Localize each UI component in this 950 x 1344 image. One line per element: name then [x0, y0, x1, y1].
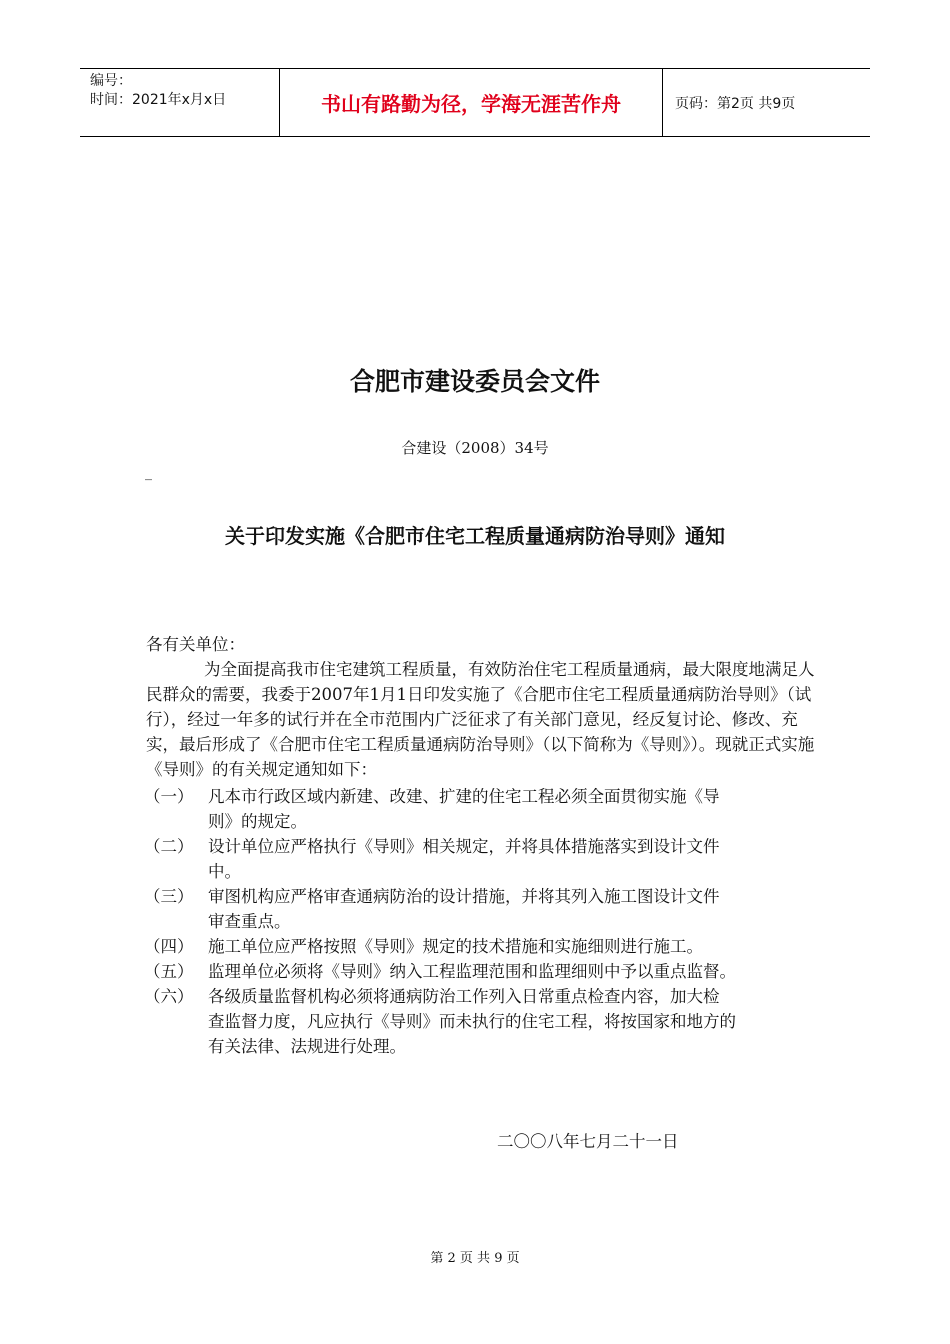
page-footer: 第 2 页 共 9 页 [430, 1251, 520, 1266]
item-line: 施工单位应严格按照《导则》规定的技术措施和实施细则进行施工。 [208, 937, 703, 956]
dash-mark: _ [145, 465, 152, 481]
item-number: （五） [144, 962, 194, 981]
item-list [144, 784, 826, 1059]
document-number: 合建设（2008）34号 [401, 439, 549, 457]
list-item [144, 834, 826, 884]
document-title: 合肥市建设委员会文件 [349, 367, 600, 396]
item-number: （三） [144, 887, 194, 906]
item-line: 凡本市行政区域内新建、改建、扩建的住宅工程必须全面贯彻实施《导 [208, 787, 720, 806]
header-page-info: 页码：第2页 共9页 [675, 95, 796, 112]
time-label: 时间：2021年x月x日 [90, 92, 227, 108]
header-table [80, 68, 870, 137]
notice-title: 关于印发实施《合肥市住宅工程质量通病防治导则》通知 [225, 524, 725, 548]
item-number: （一） [144, 787, 194, 806]
document-body [146, 632, 826, 1059]
salutation: 各有关单位： [146, 635, 245, 654]
item-line: 则》的规定。 [208, 812, 307, 831]
item-line: 审查重点。 [208, 912, 291, 931]
item-line: 各级质量监督机构必须将通病防治工作列入日常重点检查内容，加大检 [208, 987, 720, 1006]
main-paragraph: 为全面提高我市住宅建筑工程质量，有效防治住宅工程质量通病，最大限度地满足人民群众的需要，我委于2007年1月1日印发实施了《合肥市住宅工程质量通病防治导则》（试行），经过一年多的试行并在全市范围内广泛征求了有关部门意见，经反复讨论、修改、充实，最后形成了《合肥市住宅工程质量通病防治导则》（以下简称为《导则》）。现就正式实施《导则》的有关规定通知如下： [146, 660, 815, 779]
item-number: （二） [144, 837, 194, 856]
item-line: 审图机构应严格审查通病防治的设计措施，并将其列入施工图设计文件 [208, 887, 720, 906]
item-line: 有关法律、法规进行处理。 [208, 1037, 406, 1056]
list-item [144, 959, 826, 984]
list-item [144, 984, 826, 1059]
item-line: 中。 [208, 862, 241, 881]
item-line: 设计单位应严格执行《导则》相关规定，并将具体措施落实到设计文件 [208, 837, 720, 856]
header-meta [80, 69, 280, 136]
list-item [144, 784, 826, 834]
document-date: 二〇〇八年七月二十一日 [497, 1132, 679, 1151]
list-item [144, 884, 826, 934]
item-line: 监理单位必须将《导则》纳入工程监理范围和监理细则中予以重点监督。 [208, 962, 736, 981]
header-motto: 书山有路勤为径，学海无涯苦作舟 [280, 69, 663, 136]
item-number: （四） [144, 937, 194, 956]
item-line: 查监督力度，凡应执行《导则》而未执行的住宅工程，将按国家和地方的 [208, 1012, 736, 1031]
list-item [144, 934, 826, 959]
item-number: （六） [144, 987, 194, 1006]
number-label: 编号： [90, 73, 132, 89]
